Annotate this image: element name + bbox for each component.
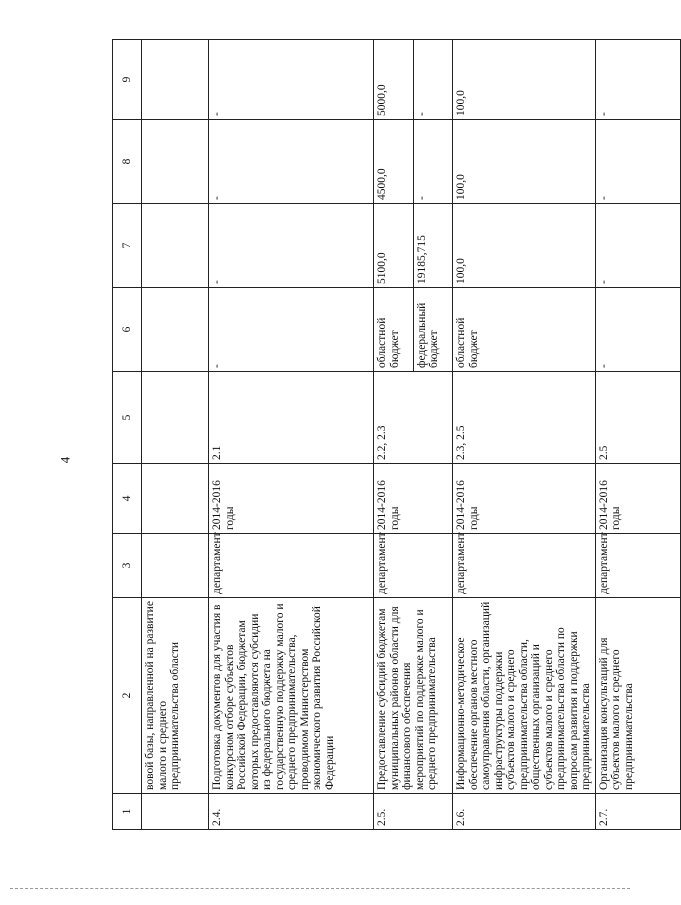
amount-regional: 4500,0 (376, 168, 388, 200)
funding-regional: областной бюджет (376, 317, 401, 368)
amount-2016 (374, 40, 453, 120)
period: 2014-2016 годы (453, 464, 596, 534)
row-number: 2.4. (209, 794, 374, 830)
header-cell: 5 (113, 372, 142, 464)
header-cell: 9 (113, 40, 142, 120)
amount-2015: - (595, 120, 680, 204)
amount-2014 (374, 204, 453, 288)
activity-name: Информационно-методическое обеспечение органов местного самоуправления области, организаций инфраструктуры поддержки субъектов малого и среднего предпринимательства области, общественных организаций и субъектов малого и среднего предпринимательства области по вопросам развития и поддержки предпринимательства (453, 598, 596, 794)
indicator-link: 2.5 (595, 372, 680, 464)
period: 2014-2016 годы (374, 464, 453, 534)
amount-2014 (142, 204, 209, 288)
funding-federal: федеральный бюджет (413, 288, 453, 371)
period: 2014-2016 годы (595, 464, 680, 534)
amount-2016: - (209, 40, 374, 120)
activity-name: Подготовка документов для участия в конкурсном отборе субъектов Российской Федерации, бюджетам которых предоставляются субсидии из федерального бюджета на государственную поддержку малого и среднего предпринимательства, проводимом Министерством экономического развития Российской Федерации (209, 598, 374, 794)
amount-2014: - (595, 204, 680, 288)
row-number (142, 794, 209, 830)
indicator-link (142, 372, 209, 464)
table-header-row (113, 40, 142, 830)
row-number: 2.7. (595, 794, 680, 830)
rotated-table-frame (112, 40, 635, 830)
amount-2016 (142, 40, 209, 120)
amount-federal: - (413, 40, 453, 119)
amount-regional: 5100,0 (376, 252, 388, 284)
row-number: 2.5. (374, 794, 453, 830)
table-row (595, 40, 680, 830)
amount-2016: 100,0 (453, 40, 596, 120)
amount-2014: - (209, 204, 374, 288)
indicator-link: 2.3, 2.5 (453, 372, 596, 464)
header-cell: 4 (113, 464, 142, 534)
period (142, 464, 209, 534)
amount-2015: 100,0 (453, 120, 596, 204)
table-row (453, 40, 596, 830)
header-cell: 3 (113, 534, 142, 598)
executor (142, 534, 209, 598)
indicator-link: 2.2, 2.3 (374, 372, 453, 464)
funding-source: - (209, 288, 374, 372)
program-table (112, 39, 681, 830)
indicator-link: 2.1 (209, 372, 374, 464)
header-cell: 6 (113, 288, 142, 372)
table-row (209, 40, 374, 830)
amount-2015 (374, 120, 453, 204)
activity-name: Предоставление субсидий бюджетам муниципальных районов области для финансового обеспечения мероприятий по поддержке малого и среднего предпринимательства (374, 598, 453, 794)
period: 2014-2016 годы (209, 464, 374, 534)
funding-source: - (595, 288, 680, 372)
executor: департамент (453, 534, 596, 598)
funding-source (374, 288, 453, 372)
amount-federal: 19185,715 (413, 204, 453, 287)
amount-2016: - (595, 40, 680, 120)
header-cell: 8 (113, 120, 142, 204)
page-bottom-rule (10, 888, 630, 889)
executor: департамент (374, 534, 453, 598)
executor: департамент (595, 534, 680, 598)
funding-source: областной бюджет (453, 288, 596, 372)
funding-source (142, 288, 209, 372)
activity-name: Организация консультаций для субъектов малого и среднего предпринимательства (595, 598, 680, 794)
header-cell: 1 (113, 794, 142, 830)
header-cell: 2 (113, 598, 142, 794)
header-cell: 7 (113, 204, 142, 288)
amount-2014: 100,0 (453, 204, 596, 288)
amount-federal: - (413, 120, 453, 203)
table-row (374, 40, 453, 830)
table-container (112, 40, 635, 830)
amount-2015 (142, 120, 209, 204)
executor: департамент (209, 534, 374, 598)
table-row (142, 40, 209, 830)
row-number: 2.6. (453, 794, 596, 830)
amount-regional: 5000,0 (376, 84, 388, 116)
activity-name: вовой базы, направленной на развитие малого и среднего предпринимательства области (142, 598, 209, 794)
page-number: 4 (57, 456, 73, 464)
amount-2015: - (209, 120, 374, 204)
